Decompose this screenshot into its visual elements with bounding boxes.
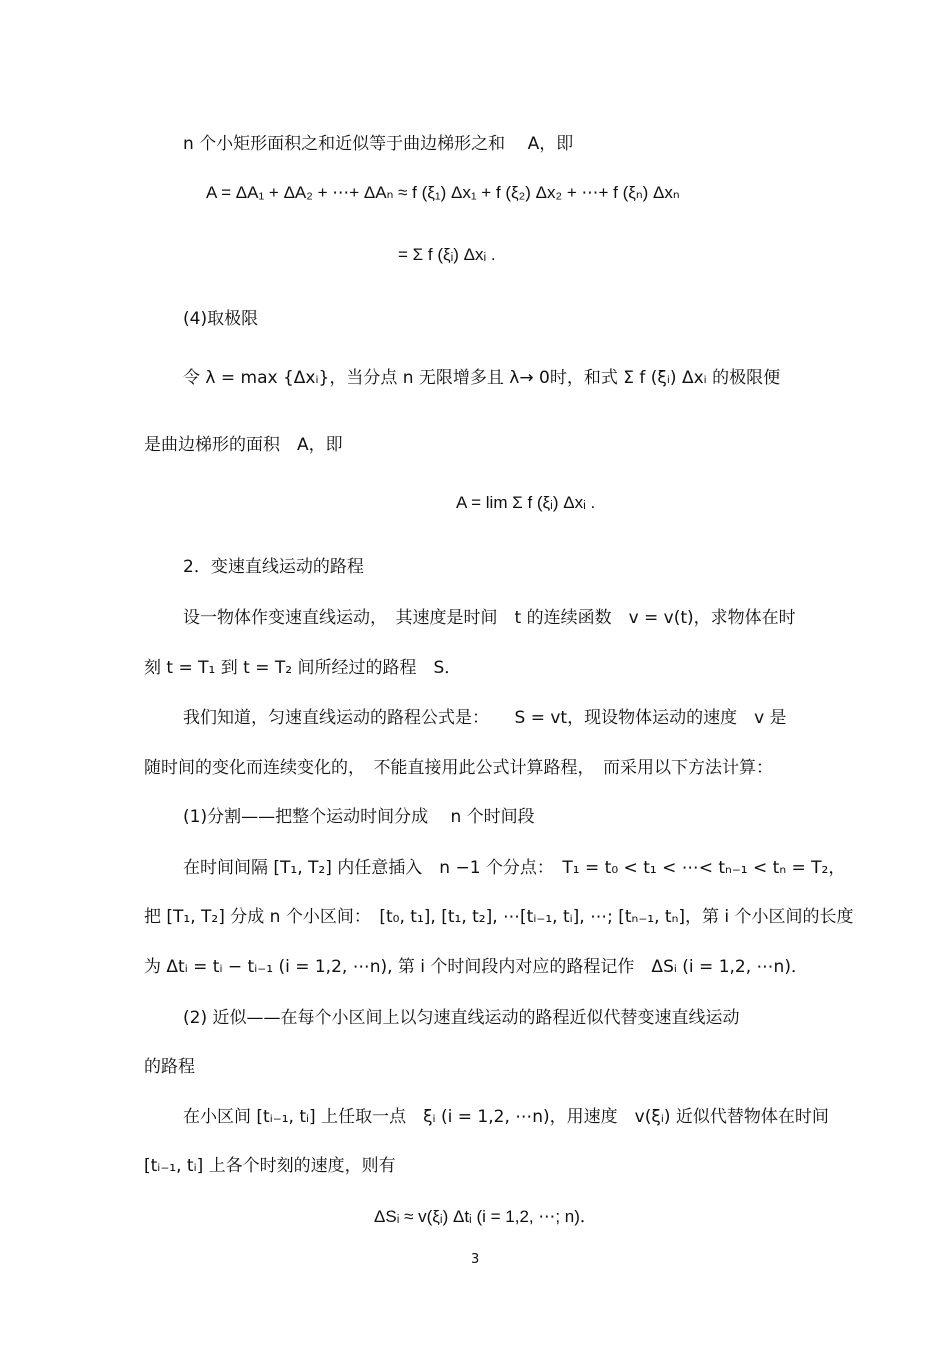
text-line: 设一物体作变速直线运动， 其速度是时间 t 的连续函数 v = v(t)，求物体在时 xyxy=(183,608,796,628)
equation-sum-notation: = Σ f (ξᵢ) Δxᵢ . xyxy=(398,245,496,264)
text-line: 的路程 xyxy=(144,1057,195,1077)
step-heading-partition: (1)分割——把整个运动时间分成 n 个时间段 xyxy=(183,807,535,827)
text-line: 为 Δtᵢ = tᵢ − tᵢ₋₁ (i = 1,2, ⋯n), 第 i 个时间段内对应的路程记作 ΔSᵢ (i = 1,2, ⋯n)． xyxy=(144,957,808,977)
text-line: n 个小矩形面积之和近似等于曲边梯形之和 A，即 xyxy=(183,134,574,154)
section-heading-motion: 2．变速直线运动的路程 xyxy=(183,557,364,577)
text-line: 随时间的变化而连续变化的， 不能直接用此公式计算路程， 而采用以下方法计算： xyxy=(144,758,773,778)
text-line: 刻 t = T₁ 到 t = T₂ 间所经过的路程 S． xyxy=(144,658,462,678)
equation-riemann-sum: A = ΔA₁ + ΔA₂ + ⋯+ ΔAₙ ≈ f (ξ₁) Δx₁ + f (ξ₂) Δx₂ + ⋯+ f (ξₙ) Δxₙ xyxy=(206,183,680,202)
equation-area-limit: A = lim Σ f (ξᵢ) Δxᵢ . xyxy=(456,493,596,512)
text-line: 把 [T₁, T₂] 分成 n 个小区间： [t₀, t₁], [t₁, t₂], ⋯[tᵢ₋₁, tᵢ], ⋯; [tₙ₋₁, tₙ]，第 i 个小区间的长度 xyxy=(144,907,854,927)
text-line: 令 λ = max {Δxᵢ}，当分点 n 无限增多且 λ→ 0时，和式 Σ f (ξᵢ) Δxᵢ 的极限便 xyxy=(183,368,781,388)
section-heading-limit: (4)取极限 xyxy=(183,309,259,329)
page-number: 3 xyxy=(471,1252,480,1267)
text-line: 我们知道，匀速直线运动的路程公式是： S = vt，现设物体运动的速度 v 是 xyxy=(183,708,787,728)
text-line: 在时间间隔 [T₁, T₂] 内任意插入 n −1 个分点： T₁ = t₀ < t₁ < ⋯< tₙ₋₁ < tₙ = T₂， xyxy=(183,858,846,878)
text-line: 是曲边梯形的面积 A，即 xyxy=(144,435,343,455)
text-line: [tᵢ₋₁, tᵢ] 上各个时刻的速度，则有 xyxy=(144,1156,396,1176)
equation-path-approx: ΔSᵢ ≈ v(ξᵢ) Δtᵢ (i = 1,2, ⋯; n)． xyxy=(374,1207,597,1226)
step-heading-approximate: (2) 近似——在每个小区间上以匀速直线运动的路程近似代替变速直线运动 xyxy=(183,1008,740,1028)
text-line: 在小区间 [tᵢ₋₁, tᵢ] 上任取一点 ξᵢ (i = 1,2, ⋯n)，用速度 v(ξᵢ) 近似代替物体在时间 xyxy=(183,1107,829,1127)
